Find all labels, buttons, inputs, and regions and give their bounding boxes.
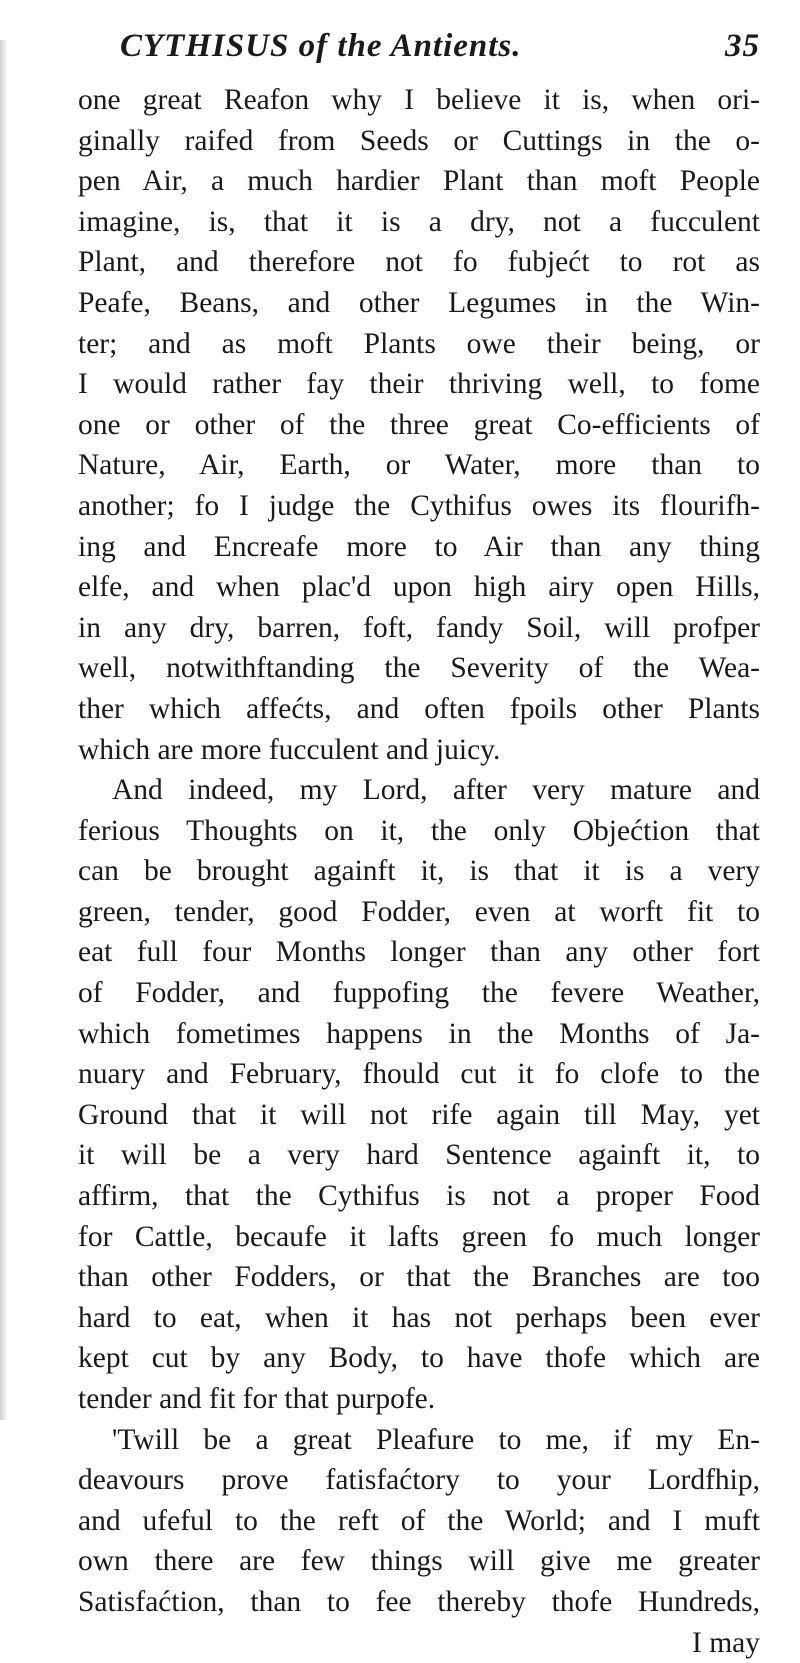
text-line: elfe, and when plac'd upon high airy open Hills,: [78, 571, 760, 604]
text-line: which fometimes happens in the Months of Ja-: [78, 1017, 760, 1050]
page-number: 35: [725, 28, 760, 64]
text-line: affirm, that the Cythifus is not a proper Food: [78, 1180, 760, 1213]
text-line: one great Reafon why I believe it is, when ori-: [78, 84, 760, 116]
text-line: it will be a very hard Sentence againft it, to: [78, 1139, 760, 1172]
text-line: which are more fucculent and juicy.: [78, 733, 501, 766]
text-line: Plant, and therefore not fo fubjećt to rot as: [78, 246, 760, 279]
text-line: Nature, Air, Earth, or Water, more than to: [78, 449, 760, 482]
text-line: of Fodder, and fuppofing the fevere Weather,: [78, 977, 760, 1010]
text-line: eat full four Months longer than any other fort: [78, 936, 760, 969]
text-line: Peafe, Beans, and other Legumes in the Win-: [78, 286, 760, 319]
text-line: Satisfaćtion, than to fee thereby thofe Hundreds,: [78, 1585, 760, 1618]
text-line: well, notwithftanding the Severity of the Wea-: [78, 652, 760, 685]
text-line: nuary and February, fhould cut it fo clofe to the: [78, 1058, 760, 1091]
text-line: own there are few things will give me greater: [78, 1545, 760, 1578]
paragraph-start-line: And indeed, my Lord, after very mature and: [112, 774, 760, 807]
text-line: than other Fodders, or that the Branches are too: [78, 1261, 760, 1294]
text-line: green, tender, good Fodder, even at worft fit to: [78, 895, 760, 928]
text-line: ginally raifed from Seeds or Cuttings in the o-: [78, 124, 760, 157]
text-line: ing and Encreafe more to Air than any thing: [78, 530, 760, 563]
text-line: for Cattle, becaufe it lafts green fo much longer: [78, 1220, 760, 1253]
text-line: ther which affećts, and often fpoils other Plants: [78, 692, 760, 725]
text-line: I would rather fay their thriving well, to fome: [78, 368, 760, 401]
text-line: in any dry, barren, foft, fandy Soil, will profper: [78, 611, 760, 644]
catchword: I may: [692, 1626, 760, 1659]
text-line: one or other of the three great Co-efficients of: [78, 408, 760, 441]
running-head: [120, 28, 760, 74]
text-line: tender and fit for that purpofe.: [78, 1383, 436, 1415]
text-line: can be brought againft it, is that it is a very: [78, 855, 760, 888]
binding-shadow: [0, 40, 8, 1420]
text-line: and ufeful to the reft of the World; and I muft: [78, 1504, 760, 1537]
text-line: ter; and as moft Plants owe their being, or: [78, 327, 760, 360]
text-line: deavours prove fatisfaćtory to your Lordfhip,: [78, 1464, 760, 1497]
body-text: [78, 80, 760, 1663]
text-line: Ground that it will not rife again till May, yet: [78, 1098, 760, 1131]
text-line: kept cut by any Body, to have thofe which are: [78, 1342, 760, 1375]
text-line: another; fo I judge the Cythifus owes its flourifh-: [78, 489, 760, 522]
text-line: pen Air, a much hardier Plant than moft People: [78, 165, 760, 198]
paragraph-start-line: 'Twill be a great Pleafure to me, if my En-: [112, 1423, 760, 1456]
running-title: CYTHISUS of the Antients.: [120, 28, 522, 64]
text-line: imagine, is, that it is a dry, not a fucculent: [78, 205, 760, 238]
text-line: ferious Thoughts on it, the only Objećtion that: [78, 814, 760, 847]
text-line: hard to eat, when it has not perhaps been ever: [78, 1301, 760, 1334]
